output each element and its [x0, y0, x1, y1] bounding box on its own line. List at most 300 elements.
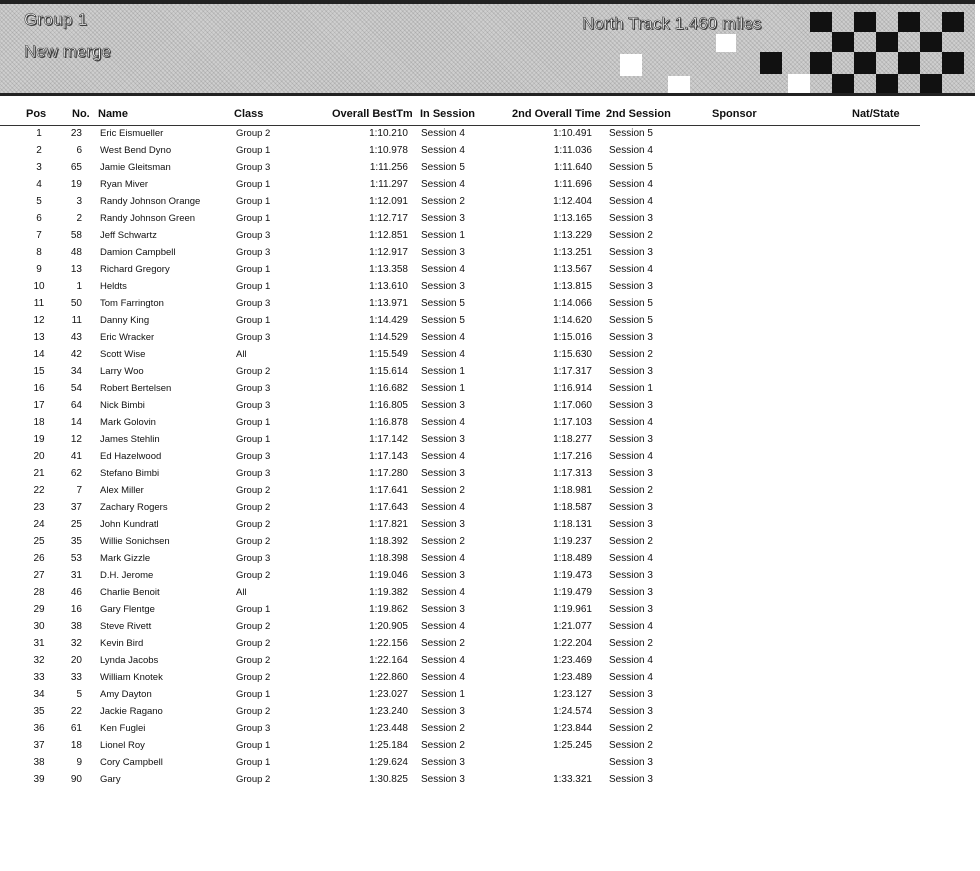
table-row [0, 194, 920, 211]
row-second-time: 1:19.237 [553, 536, 592, 547]
row-class: Group 1 [236, 264, 271, 275]
row-driver-name: Eric Eismueller [100, 128, 164, 139]
row-car-number: 41 [70, 451, 82, 462]
col-nat-state: Nat/State [852, 108, 900, 120]
table-row [0, 449, 920, 466]
row-in-session: Session 3 [421, 247, 465, 258]
row-second-time: 1:11.036 [553, 145, 592, 156]
row-second-time: 1:13.567 [553, 264, 592, 275]
row-overall-best: 1:23.240 [369, 706, 408, 717]
row-in-session: Session 4 [421, 587, 465, 598]
row-car-number: 19 [70, 179, 82, 190]
table-row [0, 245, 920, 262]
row-class: Group 2 [236, 672, 271, 683]
group-title: Group 1 [24, 10, 88, 29]
row-second-time: 1:11.640 [553, 162, 592, 173]
row-car-number: 53 [70, 553, 82, 564]
row-driver-name: Gary Flentge [100, 604, 155, 615]
row-pos: 8 [36, 247, 42, 258]
row-driver-name: West Bend Dyno [100, 145, 172, 156]
row-driver-name: Mark Gizzle [100, 553, 151, 564]
row-second-session: Session 5 [609, 298, 653, 309]
row-driver-name: Alex Miller [100, 485, 144, 496]
row-class: Group 3 [236, 451, 271, 462]
row-second-session: Session 3 [609, 774, 653, 785]
row-second-time: 1:21.077 [553, 621, 592, 632]
row-overall-best: 1:17.641 [369, 485, 408, 496]
row-class: Group 1 [236, 434, 271, 445]
row-in-session: Session 4 [421, 145, 465, 156]
row-car-number: 37 [70, 502, 82, 513]
row-overall-best: 1:14.429 [369, 315, 408, 326]
row-car-number: 23 [70, 128, 82, 139]
row-second-time: 1:19.473 [553, 570, 592, 581]
table-row [0, 500, 920, 517]
row-overall-best: 1:23.027 [369, 689, 408, 700]
row-overall-best: 1:29.624 [369, 757, 408, 768]
table-row [0, 330, 920, 347]
row-class: Group 1 [236, 689, 271, 700]
row-second-time: 1:15.016 [553, 332, 592, 343]
row-overall-best: 1:13.610 [369, 281, 408, 292]
row-in-session: Session 3 [421, 757, 465, 768]
row-car-number: 25 [70, 519, 82, 530]
row-in-session: Session 5 [421, 315, 465, 326]
row-overall-best: 1:19.862 [369, 604, 408, 615]
row-overall-best: 1:30.825 [369, 774, 408, 785]
row-second-time: 1:19.479 [553, 587, 592, 598]
row-overall-best: 1:10.210 [369, 128, 408, 139]
row-overall-best: 1:10.978 [369, 145, 408, 156]
row-class: Group 2 [236, 128, 271, 139]
row-in-session: Session 5 [421, 162, 465, 173]
row-second-time: 1:25.245 [553, 740, 592, 751]
table-row [0, 160, 920, 177]
row-driver-name: Stefano Bimbi [100, 468, 160, 479]
col-second-session: 2nd Session [606, 108, 671, 120]
row-pos: 34 [33, 689, 45, 700]
row-pos: 26 [33, 553, 45, 564]
row-pos: 18 [33, 417, 45, 428]
row-driver-name: Ryan Miver [100, 179, 149, 190]
row-second-session: Session 4 [609, 145, 653, 156]
row-second-time: 1:18.489 [553, 553, 592, 564]
row-in-session: Session 4 [421, 179, 465, 190]
row-overall-best: 1:15.549 [369, 349, 408, 360]
row-overall-best: 1:17.280 [369, 468, 408, 479]
table-row [0, 381, 920, 398]
table-row [0, 228, 920, 245]
row-car-number: 64 [70, 400, 82, 411]
row-pos: 25 [33, 536, 45, 547]
row-class: Group 2 [236, 485, 271, 496]
table-row [0, 568, 920, 585]
row-pos: 33 [33, 672, 45, 683]
row-in-session: Session 1 [421, 366, 465, 377]
row-driver-name: Tom Farrington [100, 298, 164, 309]
table-row [0, 483, 920, 500]
row-pos: 19 [33, 434, 45, 445]
row-in-session: Session 4 [421, 264, 465, 275]
table-row [0, 211, 920, 228]
row-pos: 14 [33, 349, 45, 360]
row-second-time: 1:14.620 [553, 315, 592, 326]
col-sponsor: Sponsor [712, 108, 757, 120]
row-pos: 27 [33, 570, 45, 581]
row-second-session: Session 4 [609, 672, 653, 683]
table-row [0, 296, 920, 313]
table-row [0, 398, 920, 415]
row-class: Group 2 [236, 621, 271, 632]
row-class: Group 1 [236, 179, 271, 190]
row-second-session: Session 3 [609, 519, 653, 530]
row-second-session: Session 2 [609, 349, 653, 360]
row-second-time: 1:22.204 [553, 638, 592, 649]
row-in-session: Session 4 [421, 128, 465, 139]
row-in-session: Session 2 [421, 723, 465, 734]
row-overall-best: 1:17.821 [369, 519, 408, 530]
row-class: Group 1 [236, 315, 271, 326]
row-class: Group 3 [236, 298, 271, 309]
row-driver-name: Damion Campbell [100, 247, 176, 258]
row-second-session: Session 3 [609, 570, 653, 581]
row-overall-best: 1:22.860 [369, 672, 408, 683]
row-driver-name: D.H. Jerome [100, 570, 154, 581]
row-second-session: Session 4 [609, 196, 653, 207]
row-car-number: 20 [70, 655, 82, 666]
row-class: Group 2 [236, 655, 271, 666]
row-second-session: Session 3 [609, 502, 653, 513]
row-pos: 39 [33, 774, 45, 785]
table-row [0, 619, 920, 636]
row-pos: 28 [33, 587, 45, 598]
row-second-time: 1:18.981 [553, 485, 592, 496]
row-in-session: Session 2 [421, 485, 465, 496]
row-car-number: 46 [70, 587, 82, 598]
row-overall-best: 1:17.143 [369, 451, 408, 462]
row-overall-best: 1:12.717 [369, 213, 408, 224]
row-driver-name: Robert Bertelsen [100, 383, 172, 394]
row-in-session: Session 4 [421, 672, 465, 683]
row-driver-name: Cory Campbell [100, 757, 163, 768]
row-second-time: 1:12.404 [553, 196, 592, 207]
row-second-session: Session 3 [609, 281, 653, 292]
row-car-number: 65 [70, 162, 82, 173]
table-row [0, 279, 920, 296]
row-overall-best: 1:22.156 [369, 638, 408, 649]
row-driver-name: Steve Rivett [100, 621, 152, 632]
row-pos: 9 [36, 264, 42, 275]
row-pos: 3 [36, 162, 42, 173]
row-car-number: 5 [76, 689, 82, 700]
row-second-time: 1:24.574 [553, 706, 592, 717]
row-pos: 35 [33, 706, 45, 717]
row-car-number: 34 [70, 366, 82, 377]
row-overall-best: 1:19.046 [369, 570, 408, 581]
row-pos: 1 [36, 128, 42, 139]
row-second-time: 1:11.696 [553, 179, 592, 190]
row-second-session: Session 5 [609, 162, 653, 173]
row-driver-name: Jamie Gleitsman [100, 162, 171, 173]
row-class: Group 3 [236, 723, 271, 734]
row-driver-name: Kevin Bird [100, 638, 144, 649]
row-driver-name: Richard Gregory [100, 264, 170, 275]
row-second-time: 1:13.251 [553, 247, 592, 258]
row-car-number: 2 [76, 213, 82, 224]
row-in-session: Session 4 [421, 621, 465, 632]
row-car-number: 12 [70, 434, 82, 445]
row-car-number: 33 [70, 672, 82, 683]
row-class: Group 1 [236, 145, 271, 156]
row-car-number: 61 [70, 723, 82, 734]
row-class: Group 1 [236, 604, 271, 615]
row-overall-best: 1:13.971 [369, 298, 408, 309]
row-second-session: Session 4 [609, 417, 653, 428]
row-car-number: 48 [70, 247, 82, 258]
row-second-time: 1:13.229 [553, 230, 592, 241]
row-class: Group 3 [236, 247, 271, 258]
row-second-session: Session 4 [609, 655, 653, 666]
row-second-session: Session 3 [609, 247, 653, 258]
row-second-session: Session 3 [609, 400, 653, 411]
row-second-time: 1:18.587 [553, 502, 592, 513]
row-second-time: 1:14.066 [553, 298, 592, 309]
row-car-number: 3 [76, 196, 82, 207]
row-second-session: Session 4 [609, 264, 653, 275]
row-pos: 38 [33, 757, 45, 768]
row-pos: 32 [33, 655, 45, 666]
row-driver-name: John Kundratl [100, 519, 159, 530]
row-class: Group 2 [236, 366, 271, 377]
row-second-session: Session 3 [609, 468, 653, 479]
row-second-session: Session 3 [609, 706, 653, 717]
row-overall-best: 1:11.256 [369, 162, 408, 173]
row-driver-name: Amy Dayton [100, 689, 152, 700]
row-driver-name: Jackie Ragano [100, 706, 163, 717]
row-in-session: Session 3 [421, 570, 465, 581]
row-driver-name: Ken Fuglei [100, 723, 146, 734]
row-car-number: 90 [70, 774, 82, 785]
table-row [0, 551, 920, 568]
row-driver-name: James Stehlin [100, 434, 160, 445]
row-car-number: 31 [70, 570, 82, 581]
row-pos: 37 [33, 740, 45, 751]
table-row [0, 466, 920, 483]
row-overall-best: 1:11.297 [369, 179, 408, 190]
row-driver-name: Mark Golovin [100, 417, 156, 428]
row-second-session: Session 2 [609, 723, 653, 734]
row-in-session: Session 3 [421, 706, 465, 717]
row-pos: 21 [33, 468, 45, 479]
row-pos: 12 [33, 315, 45, 326]
results-table-body [0, 126, 920, 789]
row-class: Group 1 [236, 740, 271, 751]
row-car-number: 14 [70, 417, 82, 428]
row-pos: 22 [33, 485, 45, 496]
row-second-session: Session 4 [609, 621, 653, 632]
row-driver-name: Jeff Schwartz [100, 230, 157, 241]
table-row [0, 653, 920, 670]
row-class: Group 2 [236, 706, 271, 717]
row-overall-best: 1:15.614 [369, 366, 408, 377]
table-row [0, 585, 920, 602]
row-car-number: 6 [76, 145, 82, 156]
col-second-time: 2nd Overall Time [512, 108, 601, 120]
row-driver-name: Charlie Benoit [100, 587, 160, 598]
row-second-time: 1:23.844 [553, 723, 592, 734]
row-class: Group 1 [236, 196, 271, 207]
row-overall-best: 1:20.905 [369, 621, 408, 632]
row-overall-best: 1:19.382 [369, 587, 408, 598]
row-pos: 31 [33, 638, 45, 649]
row-in-session: Session 4 [421, 655, 465, 666]
row-car-number: 58 [70, 230, 82, 241]
row-in-session: Session 1 [421, 689, 465, 700]
row-in-session: Session 5 [421, 298, 465, 309]
row-driver-name: Lynda Jacobs [100, 655, 159, 666]
row-car-number: 11 [71, 315, 82, 326]
row-overall-best: 1:22.164 [369, 655, 408, 666]
row-in-session: Session 4 [421, 349, 465, 360]
row-in-session: Session 2 [421, 196, 465, 207]
table-row [0, 262, 920, 279]
table-row [0, 432, 920, 449]
row-class: Group 1 [236, 757, 271, 768]
row-second-time: 1:17.313 [553, 468, 592, 479]
row-in-session: Session 4 [421, 451, 465, 462]
row-in-session: Session 3 [421, 519, 465, 530]
row-driver-name: Eric Wracker [100, 332, 155, 343]
table-row [0, 143, 920, 160]
table-row [0, 738, 920, 755]
row-class: All [236, 587, 247, 598]
row-second-time: 1:13.815 [553, 281, 592, 292]
row-car-number: 22 [70, 706, 82, 717]
row-overall-best: 1:17.643 [369, 502, 408, 513]
row-driver-name: Larry Woo [100, 366, 144, 377]
row-second-session: Session 2 [609, 230, 653, 241]
row-driver-name: Nick Bimbi [100, 400, 145, 411]
row-in-session: Session 2 [421, 536, 465, 547]
row-second-time: 1:17.317 [553, 366, 592, 377]
row-second-session: Session 3 [609, 604, 653, 615]
row-second-session: Session 1 [609, 383, 653, 394]
row-second-session: Session 2 [609, 740, 653, 751]
row-second-session: Session 4 [609, 179, 653, 190]
row-pos: 11 [33, 298, 45, 309]
row-class: Group 1 [236, 213, 271, 224]
row-pos: 5 [36, 196, 42, 207]
row-car-number: 38 [70, 621, 82, 632]
row-second-time: 1:23.469 [553, 655, 592, 666]
row-second-session: Session 4 [609, 451, 653, 462]
row-class: Group 2 [236, 774, 271, 785]
row-overall-best: 1:16.805 [369, 400, 408, 411]
row-second-time: 1:17.060 [553, 400, 592, 411]
col-no: No. [72, 108, 90, 120]
row-second-time: 1:23.489 [553, 672, 592, 683]
row-class: Group 3 [236, 332, 271, 343]
row-driver-name: Heldts [100, 281, 127, 292]
row-overall-best: 1:12.917 [369, 247, 408, 258]
row-second-time: 1:33.321 [553, 774, 592, 785]
row-car-number: 9 [76, 757, 82, 768]
table-row [0, 687, 920, 704]
row-class: Group 3 [236, 400, 271, 411]
row-class: Group 2 [236, 519, 271, 530]
row-second-session: Session 3 [609, 332, 653, 343]
row-car-number: 43 [70, 332, 82, 343]
row-class: Group 3 [236, 383, 271, 394]
row-second-session: Session 5 [609, 315, 653, 326]
table-row [0, 772, 920, 789]
row-second-time: 1:13.165 [553, 213, 592, 224]
row-second-session: Session 2 [609, 536, 653, 547]
row-pos: 6 [36, 213, 42, 224]
row-second-time: 1:19.961 [553, 604, 592, 615]
table-row [0, 364, 920, 381]
row-pos: 23 [33, 502, 45, 513]
row-driver-name: Gary [100, 774, 121, 785]
row-in-session: Session 3 [421, 774, 465, 785]
row-in-session: Session 3 [421, 468, 465, 479]
col-class: Class [234, 108, 264, 120]
row-second-session: Session 3 [609, 757, 653, 768]
row-second-session: Session 2 [609, 638, 653, 649]
row-second-time: 1:16.914 [553, 383, 592, 394]
row-in-session: Session 4 [421, 502, 465, 513]
row-second-session: Session 5 [609, 128, 653, 139]
row-car-number: 62 [70, 468, 82, 479]
row-pos: 10 [33, 281, 45, 292]
row-second-time: 1:17.103 [553, 417, 592, 428]
row-in-session: Session 3 [421, 604, 465, 615]
row-overall-best: 1:16.878 [369, 417, 408, 428]
table-row [0, 177, 920, 194]
row-second-time: 1:15.630 [553, 349, 592, 360]
row-in-session: Session 1 [421, 230, 465, 241]
row-overall-best: 1:18.398 [369, 553, 408, 564]
row-class: Group 2 [236, 536, 271, 547]
row-overall-best: 1:12.091 [369, 196, 408, 207]
row-driver-name: Lionel Roy [100, 740, 145, 751]
row-overall-best: 1:12.851 [369, 230, 408, 241]
row-driver-name: Zachary Rogers [100, 502, 168, 513]
row-class: Group 1 [236, 281, 271, 292]
row-pos: 16 [33, 383, 45, 394]
row-driver-name: Scott Wise [100, 349, 146, 360]
row-in-session: Session 2 [421, 638, 465, 649]
row-pos: 17 [33, 400, 45, 411]
row-overall-best: 1:13.358 [369, 264, 408, 275]
table-row [0, 415, 920, 432]
row-second-session: Session 3 [609, 213, 653, 224]
row-overall-best: 1:23.448 [369, 723, 408, 734]
row-second-session: Session 3 [609, 366, 653, 377]
row-second-session: Session 2 [609, 485, 653, 496]
row-second-session: Session 3 [609, 689, 653, 700]
row-driver-name: Ed Hazelwood [100, 451, 162, 462]
row-in-session: Session 3 [421, 213, 465, 224]
row-second-session: Session 3 [609, 587, 653, 598]
row-overall-best: 1:17.142 [369, 434, 408, 445]
row-in-session: Session 4 [421, 332, 465, 343]
merge-subtitle: New merge [24, 42, 111, 61]
row-car-number: 13 [70, 264, 82, 275]
row-car-number: 54 [70, 383, 82, 394]
col-pos: Pos [26, 108, 47, 120]
row-in-session: Session 2 [421, 740, 465, 751]
